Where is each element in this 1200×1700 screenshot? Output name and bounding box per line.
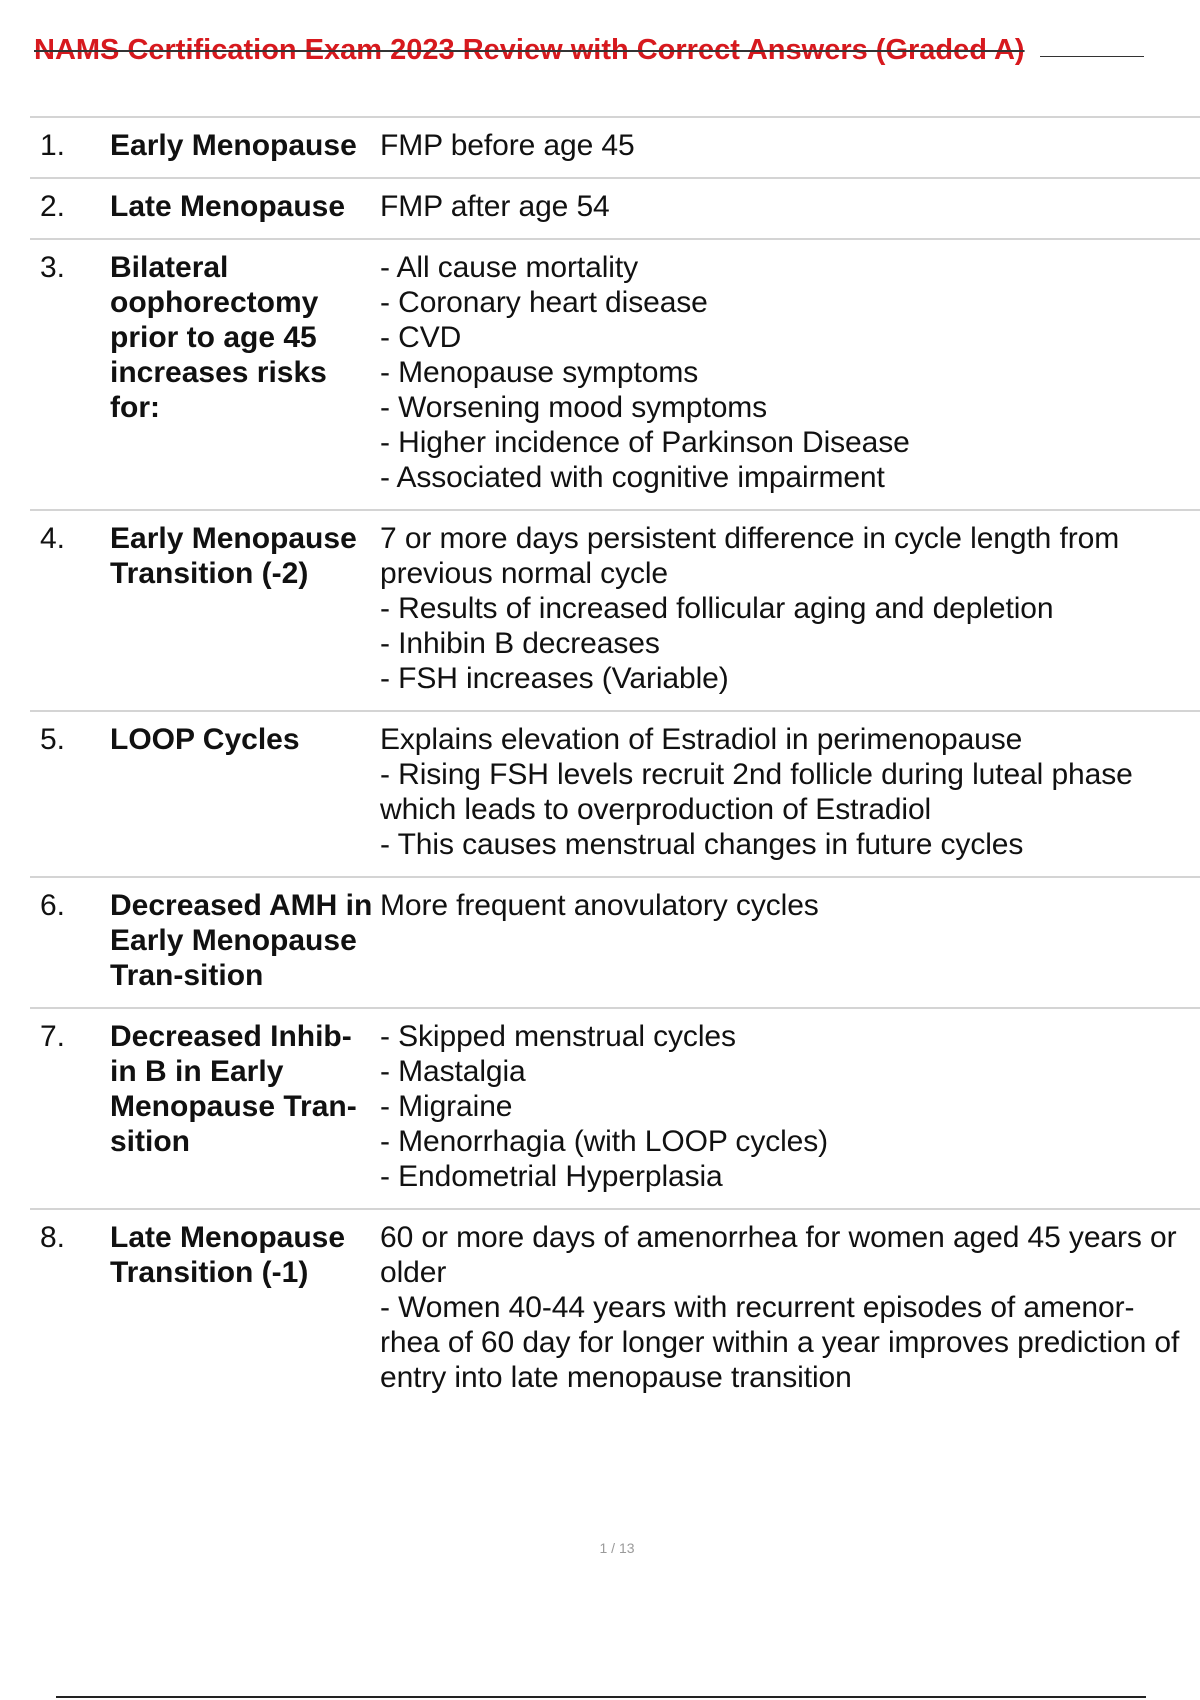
qa-row (30, 710, 1200, 876)
qa-row (30, 177, 1200, 238)
item-term: Late Menopause (110, 190, 346, 223)
item-definition: FMP after age 54 (380, 190, 610, 223)
item-number: 5. (40, 723, 66, 756)
item-number: 2. (40, 190, 66, 223)
item-number: 6. (40, 889, 66, 922)
item-term: Early Menopause (110, 129, 357, 162)
item-term: LOOP Cycles (110, 723, 300, 756)
qa-row (30, 1007, 1200, 1208)
item-term: Bilateral oophorectomy prior to age 45 increases risks for: (110, 251, 327, 424)
item-term: Decreased AMH in Early Menopause Tran-sition (110, 889, 373, 992)
item-definition: 7 or more days persistent difference in cycle length from previous normal cycle - Results of increased follicular aging and depletion - Inhibin B decreases - FSH increases (Variable) (380, 522, 1120, 695)
page-number: 1 / 13 (599, 1540, 635, 1556)
page-bottom-rule (56, 1696, 1146, 1698)
item-number: 1. (40, 129, 66, 162)
item-term: Early Menopause Transition (-2) (110, 522, 357, 590)
item-definition: More frequent anovulatory cycles (380, 889, 819, 922)
item-definition: FMP before age 45 (380, 129, 635, 162)
item-definition: - Skipped menstrual cycles - Mastalgia - Migraine - Menorrhagia (with LOOP cycles) - Endometrial Hyperplasia (380, 1020, 829, 1193)
qa-row (30, 1208, 1200, 1409)
qa-row (30, 876, 1200, 1007)
item-number: 7. (40, 1020, 66, 1053)
item-number: 3. (40, 251, 66, 284)
item-term: Late Menopause Transition (-1) (110, 1221, 346, 1289)
qa-row (30, 116, 1200, 177)
item-definition: - All cause mortality - Coronary heart disease - CVD - Menopause symptoms - Worsening mood symptoms - Higher incidence of Parkinson Disease - Associated with cognitive impairment (380, 251, 910, 494)
title-rule (1040, 56, 1144, 57)
qa-list (30, 116, 1200, 1409)
qa-row (30, 238, 1200, 509)
item-number: 4. (40, 522, 66, 555)
document-title: NAMS Certification Exam 2023 Review with Correct Answers (Graded A) (34, 34, 1025, 66)
item-term: Decreased Inhib-in B in Early Menopause Tran-sition (110, 1020, 357, 1158)
item-definition: 60 or more days of amenorrhea for women aged 45 years or older - Women 40-44 years with recurrent episodes of amenor-rhea of 60 day for longer within a year improves prediction of entry into late menopause transition (380, 1221, 1180, 1394)
qa-row (30, 509, 1200, 710)
item-number: 8. (40, 1221, 66, 1254)
item-definition: Explains elevation of Estradiol in perimenopause - Rising FSH levels recruit 2nd follicle during luteal phase which leads to overproduction of Estradiol - This causes menstrual changes in future cycles (380, 723, 1133, 861)
